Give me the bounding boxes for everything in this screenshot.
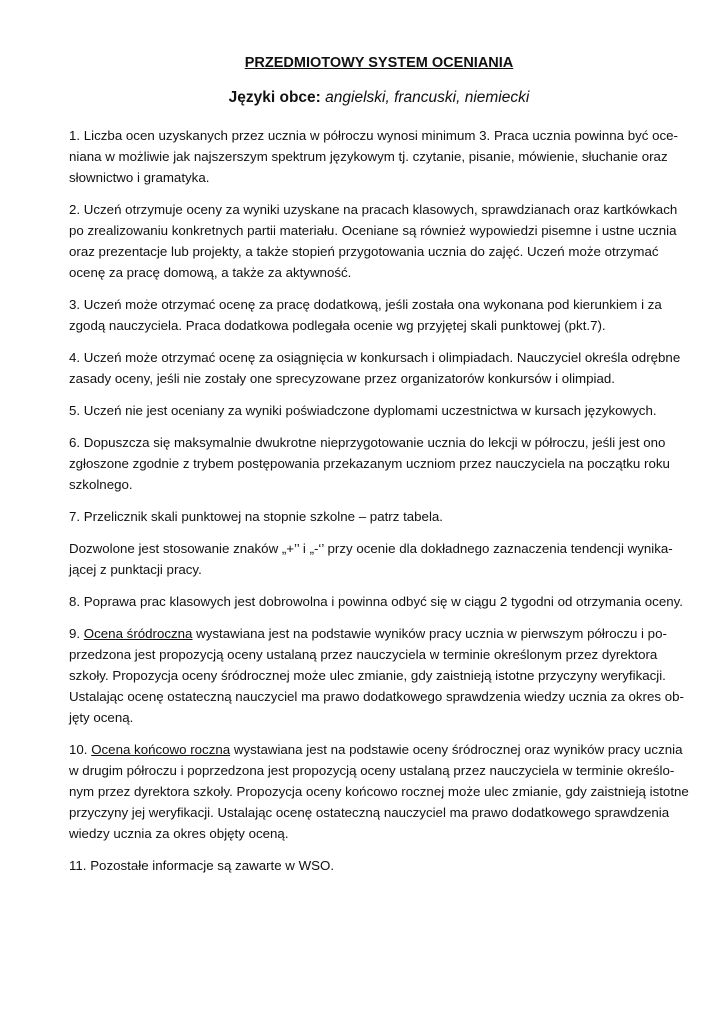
paragraph-line: 4. Uczeń może otrzymać ocenę za osiągnięcia w konkursach i olimpiadach. Nauczyciel określa odrębne [69, 350, 681, 365]
paragraph-1 [69, 125, 689, 188]
paragraph-line: w drugim półroczu i poprzedzona jest propozycją oceny ustalaną przez nauczyciela w terminie określo- [69, 763, 675, 778]
paragraph-9-underlined-term: Ocena śródroczna [83, 626, 193, 641]
paragraph-10-underlined-term: Ocena końcowo roczna [91, 742, 231, 757]
paragraph-9-prefix: 9. [69, 626, 84, 641]
paragraph-line: ocenę za pracę domową, a także za aktywność. [69, 265, 352, 280]
paragraph-9 [69, 591, 689, 612]
paragraph-line: niana w możliwie jak najszerszym spektrum językowym tj. czytanie, pisanie, mówienie, słuchanie oraz [69, 149, 668, 164]
paragraph-line: 6. Dopuszcza się maksymalnie dwukrotne nieprzygotowanie ucznia do lekcji w półroczu, jeśli jest ono [69, 435, 666, 450]
document-title: PRZEDMIOTOWY SYSTEM OCENIANIA [244, 55, 514, 71]
paragraph-line: słownictwo i gramatyka. [69, 170, 210, 185]
paragraph-line: 2. Uczeń otrzymuje oceny za wyniki uzyskane na pracach klasowych, sprawdzianach oraz kartkówkach [69, 202, 678, 217]
paragraph-line: zasady oceny, jeśli nie zostały one sprecyzowane przez organizatorów konkursów i olimpiad. [69, 371, 615, 386]
paragraph-line: szkoły. Propozycja oceny śródrocznej może ulec zmianie, gdy zaistnieją istotne przyczyny weryfikacji. [69, 668, 666, 683]
document-subtitle [69, 89, 689, 107]
paragraph-line [69, 739, 689, 760]
paragraph-7 [69, 506, 689, 527]
paragraph-line: przedzona jest propozycją oceny ustalaną przez nauczyciela w terminie określonym przez dyrektora [69, 647, 658, 662]
paragraph-line: jęty oceną. [69, 710, 134, 725]
paragraph-line: oraz prezentacje lub projekty, a także stopień przygotowania ucznia do zajęć. Uczeń może otrzymać [69, 244, 659, 259]
paragraph-2 [69, 199, 689, 283]
paragraph-10 [69, 739, 689, 844]
paragraph-line: 1. Liczba ocen uzyskanych przez ucznia w półroczu wynosi minimum 3. Praca ucznia powinna być oce- [69, 128, 678, 143]
paragraph-6 [69, 432, 689, 495]
paragraph-line: szkolnego. [69, 477, 133, 492]
document-page [69, 55, 689, 887]
paragraph-3 [69, 294, 689, 336]
paragraph-line: zgodą nauczyciela. Praca dodatkowa podlegała ocenie wg przyjętej skali punktowej (pkt.7). [69, 318, 606, 333]
paragraph-5 [69, 400, 689, 421]
paragraph-line: po zrealizowaniu konkretnych partii materiału. Oceniane są również wypowiedzi pisemne i ustne ucznia [69, 223, 677, 238]
paragraph-line: zgłoszone zgodnie z trybem postępowania przekazanym uczniom przez nauczyciela na początku roku [69, 456, 670, 471]
paragraph-line: Dozwolone jest stosowanie znaków „+’’ i „-‘’ przy ocenie dla dokładnego zaznaczenia tendencji wynika- [69, 541, 673, 556]
subtitle-label: Języki obce: [228, 89, 321, 106]
paragraph-line: nym przez dyrektora szkoły. Propozycja oceny końcowo rocznej może ulec zmianie, gdy zaistnieją istotne [69, 784, 689, 799]
paragraph-9 [69, 623, 689, 728]
paragraph-line: Ustalając ocenę ostateczną nauczyciel ma prawo dodatkowego sprawdzenia wiedzy ucznia za okres ob- [69, 689, 684, 704]
paragraph-list [69, 125, 689, 612]
paragraph-10-prefix: 10. [69, 742, 92, 757]
paragraph-8 [69, 538, 689, 580]
subtitle-languages: angielski, francuski, niemiecki [320, 89, 530, 106]
paragraph-line: 7. Przelicznik skali punktowej na stopnie szkolne – patrz tabela. [69, 509, 443, 524]
paragraph-line: 3. Uczeń może otrzymać ocenę za pracę dodatkową, jeśli została ona wykonana pod kierunkiem i za [69, 297, 662, 312]
paragraph-line: 11. Pozostałe informacje są zawarte w WSO. [69, 858, 335, 873]
paragraph-11 [69, 855, 689, 876]
paragraph-4 [69, 347, 689, 389]
paragraph-line: 5. Uczeń nie jest oceniany za wyniki poświadczone dyplomami uczestnictwa w kursach językowych. [69, 403, 657, 418]
paragraph-line: 8. Poprawa prac klasowych jest dobrowolna i powinna odbyć się w ciągu 2 tygodni od otrzymania oceny. [69, 594, 683, 609]
paragraph-9-first-line-rest: wystawiana jest na podstawie wyników pracy ucznia w pierwszym półroczu i po- [192, 626, 667, 641]
paragraph-line: wiedzy ucznia za okres objęty oceną. [69, 826, 289, 841]
paragraph-line: jącej z punktacji pracy. [69, 562, 202, 577]
paragraph-10-first-line-rest: wystawiana jest na podstawie oceny śródrocznej oraz wyników pracy ucznia [230, 742, 683, 757]
paragraph-line [69, 623, 689, 644]
paragraph-line: przyczyny jej weryfikacji. Ustalając ocenę ostateczną nauczyciel ma prawo dodatkowego sprawdzenia [69, 805, 670, 820]
